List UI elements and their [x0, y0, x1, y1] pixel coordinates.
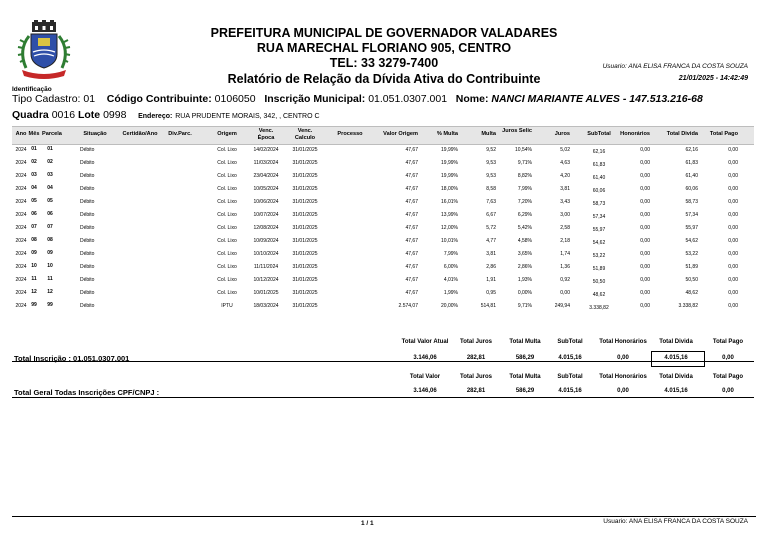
cell-juros-selic: 7,99%: [517, 186, 532, 192]
total-value: 586,29: [515, 388, 535, 394]
cell-total-pago: 0,00: [728, 303, 738, 309]
column-header-multa: Multa: [481, 131, 496, 137]
cell-pct-multa: 18,00%: [441, 186, 458, 192]
total-header: Total Juros: [460, 339, 492, 345]
cell-juros: 3,00: [560, 212, 570, 218]
cell-total-divida: 60,06: [685, 186, 698, 192]
cell-juros-selic: 9,71%: [517, 303, 532, 309]
cell-ano: 2024: [15, 264, 27, 270]
cell-total-divida: 57,34: [685, 212, 698, 218]
cell-origem: Col. Lixo: [217, 251, 237, 257]
total-value: 3.146,06: [413, 355, 437, 361]
column-header-valor-origem: Valor Origem: [383, 131, 418, 137]
cell-ano: 2024: [15, 251, 27, 257]
cell-venc-calculo: 31/01/2025: [292, 251, 318, 257]
table-row: [12, 300, 754, 313]
total-value: 0,00: [722, 388, 734, 394]
cell-subtotal: 60,06: [592, 188, 606, 194]
cell-total-divida: 62,16: [685, 147, 698, 153]
cell-honorarios: 0,00: [640, 238, 650, 244]
cell-venc-epoca: 10/05/2024: [253, 186, 279, 192]
column-header-juros-selic: Juros Selic: [502, 128, 532, 134]
cell-ano: 2024: [15, 225, 27, 231]
column-header-pct-multa: % Multa: [436, 131, 458, 137]
cell-valor-origem: 47,67: [405, 212, 418, 218]
inscricao-label: Inscrição Municipal:: [264, 93, 366, 105]
cell-juros-selic: 3,65%: [517, 251, 532, 257]
column-header-situacao: Situação: [83, 131, 107, 137]
cell-subtotal: 3.338,82: [589, 305, 609, 311]
cell-multa: 9,53: [486, 160, 496, 166]
tipo-cadastro-value: 01: [83, 93, 96, 105]
codigo-contribuinte-label: Código Contribuinte:: [106, 93, 212, 105]
cell-parcela: 03: [47, 172, 53, 178]
cell-total-pago: 0,00: [728, 290, 738, 296]
cell-juros-selic: 1,93%: [517, 277, 532, 283]
location-row: [12, 109, 320, 121]
cell-origem: Col. Lixo: [217, 264, 237, 270]
cell-origem: Col. Lixo: [217, 290, 237, 296]
total-divida-box: [651, 351, 705, 367]
cell-total-pago: 0,00: [728, 199, 738, 205]
cell-parcela: 11: [47, 276, 53, 282]
cell-venc-calculo: 31/01/2025: [292, 160, 318, 166]
cell-valor-origem: 47,67: [405, 160, 418, 166]
page-number: 1 / 1: [361, 520, 374, 527]
total-value: 586,29: [515, 355, 535, 361]
column-header-total-pago: Total Pago: [709, 131, 738, 137]
cell-parcela: 99: [47, 302, 53, 308]
total-value: 4.015,16: [664, 388, 688, 394]
cell-subtotal: 61,83: [592, 162, 606, 168]
cell-situacao: Débito: [80, 199, 95, 205]
footer-divider: [12, 516, 756, 517]
lote-value: 0998: [103, 109, 127, 121]
divider: [12, 397, 754, 398]
cell-subtotal: 54,62: [592, 240, 606, 246]
identification-row: [12, 93, 703, 105]
identification-label: Identificação: [12, 86, 52, 93]
total-value: 282,81: [466, 355, 486, 361]
cell-situacao: Débito: [80, 277, 95, 283]
cell-total-pago: 0,00: [728, 277, 738, 283]
total-header: Total Juros: [460, 374, 492, 380]
cell-total-divida: 54,62: [685, 238, 698, 244]
cell-situacao: Débito: [80, 251, 95, 257]
cell-valor-origem: 47,67: [405, 290, 418, 296]
cell-total-pago: 0,00: [728, 160, 738, 166]
table-row: [12, 287, 754, 300]
cell-situacao: Débito: [80, 290, 95, 296]
cell-multa: 2,86: [486, 264, 496, 270]
cell-parcela: 01: [47, 146, 53, 152]
cell-honorarios: 0,00: [640, 199, 650, 205]
cell-multa: 5,72: [486, 225, 496, 231]
cell-origem: Col. Lixo: [217, 173, 237, 179]
total-header: SubTotal: [557, 339, 583, 345]
table-row: [12, 144, 754, 157]
cell-juros: 249,94: [554, 303, 570, 309]
nome-label: Nome:: [455, 93, 489, 105]
cell-honorarios: 0,00: [640, 160, 650, 166]
cell-total-divida: 61,40: [685, 173, 698, 179]
cell-mes: 05: [31, 198, 37, 204]
cell-juros: 0,92: [560, 277, 570, 283]
cell-mes: 07: [31, 224, 37, 230]
cell-situacao: Débito: [80, 264, 95, 270]
phone-line: TEL: 33 3279-7400: [329, 56, 439, 70]
cell-juros-selic: 10,54%: [515, 147, 532, 153]
footer-user: Usuario: ANA ELISA FRANCA DA COSTA SOUZA: [603, 518, 748, 525]
cell-juros-selic: 7,20%: [517, 199, 532, 205]
cell-situacao: Débito: [80, 186, 95, 192]
cell-origem: Col. Lixo: [217, 225, 237, 231]
cell-juros-selic: 9,71%: [517, 160, 532, 166]
cell-venc-epoca: 23/04/2024: [253, 173, 279, 179]
cell-multa: 4,77: [486, 238, 496, 244]
cell-pct-multa: 4,01%: [443, 277, 458, 283]
nome-value: NANCI MARIANTE ALVES - 147.513.216-68: [491, 93, 703, 105]
cell-multa: 0,95: [486, 290, 496, 296]
cell-origem: Col. Lixo: [217, 147, 237, 153]
cell-valor-origem: 47,67: [405, 199, 418, 205]
cell-ano: 2024: [15, 186, 27, 192]
cell-honorarios: 0,00: [640, 303, 650, 309]
cell-ano: 2024: [15, 160, 27, 166]
cell-valor-origem: 47,67: [405, 251, 418, 257]
cell-mes: 10: [31, 263, 37, 269]
cell-venc-epoca: 11/03/2024: [253, 160, 279, 166]
total-header: Total Divida: [659, 374, 693, 380]
cell-mes: 02: [31, 159, 37, 165]
inscricao-value: 01.051.0307.001: [368, 93, 448, 105]
cell-total-divida: 61,83: [685, 160, 698, 166]
cell-total-pago: 0,00: [728, 147, 738, 153]
cell-pct-multa: 7,99%: [443, 251, 458, 257]
table-row: [12, 235, 754, 248]
lote-label: Lote: [77, 109, 101, 121]
tipo-cadastro-label: Tipo Cadastro:: [12, 93, 81, 105]
cell-honorarios: 0,00: [640, 173, 650, 179]
cell-total-divida: 50,50: [685, 277, 698, 283]
total-header: Total Multa: [509, 339, 541, 345]
column-header-ano: Ano: [15, 131, 27, 137]
cell-parcela: 09: [47, 250, 53, 256]
cell-ano: 2024: [15, 173, 27, 179]
quadra-label: Quadra: [12, 109, 49, 121]
cell-venc-epoca: 10/09/2024: [253, 238, 279, 244]
quadra-value: 0016: [51, 109, 76, 121]
cell-venc-calculo: 31/01/2025: [292, 290, 318, 296]
report-title: Relatório de Relação da Dívida Ativa do Contribuinte: [227, 72, 541, 86]
cell-origem: Col. Lixo: [217, 277, 237, 283]
cell-pct-multa: 20,00%: [441, 303, 458, 309]
cell-juros: 2,58: [560, 225, 570, 231]
cell-total-pago: 0,00: [728, 173, 738, 179]
cell-honorarios: 0,00: [640, 225, 650, 231]
cell-pct-multa: 19,99%: [441, 173, 458, 179]
cell-ano: 2024: [15, 212, 27, 218]
cell-total-pago: 0,00: [728, 264, 738, 270]
cell-venc-calculo: 31/01/2025: [292, 277, 318, 283]
total-value: 282,81: [466, 388, 486, 394]
cell-juros-selic: 8,82%: [517, 173, 532, 179]
cell-juros: 2,18: [560, 238, 570, 244]
table-row: [12, 170, 754, 183]
cell-total-pago: 0,00: [728, 238, 738, 244]
cell-juros: 4,20: [560, 173, 570, 179]
cell-situacao: Débito: [80, 147, 95, 153]
cell-total-divida: 3.338,82: [678, 303, 698, 309]
cell-situacao: Débito: [80, 173, 95, 179]
cell-mes: 12: [31, 289, 37, 295]
cell-venc-epoca: 14/02/2024: [253, 147, 279, 153]
cell-parcela: 02: [47, 159, 53, 165]
cell-total-pago: 0,00: [728, 186, 738, 192]
address-line: RUA MARECHAL FLORIANO 905, CENTRO: [256, 41, 512, 55]
column-header-parcela: Parcela: [42, 131, 62, 137]
cell-honorarios: 0,00: [640, 147, 650, 153]
cell-mes: 06: [31, 211, 37, 217]
total-header: Total Valor Atual: [401, 339, 449, 345]
cell-venc-epoca: 10/06/2024: [253, 199, 279, 205]
cell-mes: 04: [31, 185, 37, 191]
cell-subtotal: 58,73: [592, 201, 606, 207]
cell-valor-origem: 47,67: [405, 186, 418, 192]
cell-valor-origem: 47,67: [405, 264, 418, 270]
cell-honorarios: 0,00: [640, 290, 650, 296]
cell-situacao: Débito: [80, 212, 95, 218]
codigo-contribuinte-value: 0106050: [214, 93, 256, 105]
cell-juros-selic: 5,42%: [517, 225, 532, 231]
endereco-value: RUA PRUDENTE MORAIS, 342, , CENTRO C: [175, 113, 320, 120]
cell-ano: 2024: [15, 147, 27, 153]
cell-pct-multa: 19,99%: [441, 160, 458, 166]
cell-total-divida: 51,89: [685, 264, 698, 270]
cell-pct-multa: 1,99%: [443, 290, 458, 296]
total-header: Total Divida: [659, 339, 693, 345]
cell-total-divida: 55,97: [685, 225, 698, 231]
column-header-total-divida: Total Divida: [666, 131, 698, 137]
cell-venc-calculo: 31/01/2025: [292, 264, 318, 270]
cell-multa: 7,63: [486, 199, 496, 205]
cell-venc-epoca: 11/11/2024: [253, 264, 279, 270]
cell-multa: 9,52: [486, 147, 496, 153]
table-row: [12, 183, 754, 196]
cell-valor-origem: 47,67: [405, 277, 418, 283]
table-row: [12, 209, 754, 222]
cell-mes: 09: [31, 250, 37, 256]
header-user: Usuario: ANA ELISA FRANCA DA COSTA SOUZA: [602, 63, 748, 70]
cell-mes: 01: [31, 146, 37, 152]
debt-table-header: [12, 126, 754, 145]
table-row: [12, 248, 754, 261]
cell-origem: Col. Lixo: [217, 212, 237, 218]
table-row: [12, 196, 754, 209]
cell-subtotal: 62,16: [592, 149, 606, 155]
cell-venc-epoca: 10/12/2024: [253, 277, 279, 283]
cell-pct-multa: 19,99%: [441, 147, 458, 153]
table-row: [12, 157, 754, 170]
cell-subtotal: 55,97: [592, 227, 606, 233]
cell-subtotal: 61,40: [592, 175, 606, 181]
cell-mes: 08: [31, 237, 37, 243]
total-geral-label: Total Geral Todas Inscrições CPF/CNPJ :: [14, 388, 160, 397]
cell-total-pago: 0,00: [728, 251, 738, 257]
total-value: 0,00: [722, 355, 734, 361]
total-header: SubTotal: [557, 374, 583, 380]
cell-ano: 2024: [15, 290, 27, 296]
table-row: [12, 274, 754, 287]
cell-valor-origem: 47,67: [405, 147, 418, 153]
column-header-certidao: Certidão/Ano: [122, 131, 158, 137]
cell-juros: 3,43: [560, 199, 570, 205]
report-datetime: 21/01/2025 - 14:42:49: [678, 75, 748, 82]
cell-origem: Col. Lixo: [217, 186, 237, 192]
column-header-subtotal: SubTotal: [587, 131, 611, 137]
cell-venc-epoca: 10/01/2025: [253, 290, 279, 296]
cell-mes: 03: [31, 172, 37, 178]
cell-venc-calculo: 31/01/2025: [292, 147, 318, 153]
cell-venc-epoca: 10/07/2024: [253, 212, 279, 218]
total-value: 4.015,16: [664, 355, 688, 361]
cell-venc-calculo: 31/01/2025: [292, 186, 318, 192]
cell-venc-calculo: 31/01/2025: [292, 225, 318, 231]
cell-subtotal: 53,22: [592, 253, 606, 259]
cell-multa: 3,81: [486, 251, 496, 257]
table-row: [12, 222, 754, 235]
column-header-mes: Mês: [28, 131, 40, 137]
cell-valor-origem: 47,67: [405, 173, 418, 179]
cell-parcela: 12: [47, 289, 53, 295]
cell-juros: 3,81: [560, 186, 570, 192]
cell-pct-multa: 13,99%: [441, 212, 458, 218]
cell-total-divida: 48,62: [685, 290, 698, 296]
cell-multa: 8,58: [486, 186, 496, 192]
cell-valor-origem: 2.574,07: [398, 303, 418, 309]
cell-pct-multa: 6,00%: [443, 264, 458, 270]
total-value: 4.015,16: [558, 355, 582, 361]
cell-parcela: 07: [47, 224, 53, 230]
cell-honorarios: 0,00: [640, 277, 650, 283]
total-value: 4.015,16: [558, 388, 582, 394]
cell-pct-multa: 16,01%: [441, 199, 458, 205]
cell-juros-selic: 0,00%: [517, 290, 532, 296]
cell-mes: 99: [31, 302, 37, 308]
cell-subtotal: 50,50: [592, 279, 606, 285]
cell-origem: Col. Lixo: [217, 199, 237, 205]
total-value: 0,00: [617, 388, 629, 394]
cell-ano: 2024: [15, 199, 27, 205]
cell-situacao: Débito: [80, 238, 95, 244]
total-header: Total Multa: [509, 374, 541, 380]
cell-juros-selic: 2,86%: [517, 264, 532, 270]
cell-honorarios: 0,00: [640, 212, 650, 218]
cell-juros: 0,00: [560, 290, 570, 296]
cell-multa: 514,81: [480, 303, 496, 309]
total-inscricao-label: Total Inscrição : 01.051.0307.001: [14, 354, 130, 363]
cell-subtotal: 57,34: [592, 214, 606, 220]
total-value: 3.146,06: [413, 388, 437, 394]
cell-venc-epoca: 12/08/2024: [253, 225, 279, 231]
column-header-origem: Origem: [217, 131, 237, 137]
total-value: 0,00: [617, 355, 629, 361]
column-header-div-parc: Div.Parc.: [168, 131, 192, 137]
cell-multa: 9,53: [486, 173, 496, 179]
cell-total-divida: 58,73: [685, 199, 698, 205]
column-header-venc-calculo: Venc. Calculo: [294, 128, 316, 141]
total-header: Total Valor: [409, 374, 441, 380]
city-hall-title: PREFEITURA MUNICIPAL DE GOVERNADOR VALADARES: [210, 26, 558, 40]
cell-ano: 2024: [15, 277, 27, 283]
cell-parcela: 10: [47, 263, 53, 269]
cell-parcela: 05: [47, 198, 53, 204]
table-row: [12, 261, 754, 274]
cell-situacao: Débito: [80, 225, 95, 231]
cell-multa: 6,67: [486, 212, 496, 218]
cell-origem: Col. Lixo: [217, 160, 237, 166]
cell-parcela: 08: [47, 237, 53, 243]
cell-honorarios: 0,00: [640, 251, 650, 257]
cell-juros: 5,02: [560, 147, 570, 153]
cell-juros-selic: 6,29%: [517, 212, 532, 218]
cell-venc-epoca: 10/10/2024: [253, 251, 279, 257]
cell-venc-epoca: 18/03/2024: [253, 303, 279, 309]
total-header: Total Pago: [712, 374, 744, 380]
cell-origem: IPTU: [221, 303, 233, 309]
cell-juros: 1,74: [560, 251, 570, 257]
cell-subtotal: 51,89: [592, 266, 606, 272]
cell-honorarios: 0,00: [640, 186, 650, 192]
cell-valor-origem: 47,67: [405, 225, 418, 231]
cell-ano: 2024: [15, 238, 27, 244]
cell-venc-calculo: 31/01/2025: [292, 212, 318, 218]
cell-venc-calculo: 31/01/2025: [292, 173, 318, 179]
column-header-honorarios: Honorários: [620, 131, 650, 137]
cell-venc-calculo: 31/01/2025: [292, 199, 318, 205]
cell-subtotal: 48,62: [592, 292, 606, 298]
cell-origem: Col. Lixo: [217, 238, 237, 244]
cell-valor-origem: 47,67: [405, 238, 418, 244]
cell-situacao: Débito: [80, 303, 95, 309]
cell-situacao: Débito: [80, 160, 95, 166]
cell-pct-multa: 12,00%: [441, 225, 458, 231]
cell-venc-calculo: 31/01/2025: [292, 303, 318, 309]
endereco-label: Endereço:: [138, 113, 173, 120]
column-header-venc-epoca: Venc. Época: [257, 128, 275, 141]
total-header: Total Honorários: [599, 374, 647, 380]
cell-pct-multa: 10,01%: [441, 238, 458, 244]
cell-total-divida: 53,22: [685, 251, 698, 257]
cell-honorarios: 0,00: [640, 264, 650, 270]
cell-ano: 2024: [15, 303, 27, 309]
cell-juros: 1,36: [560, 264, 570, 270]
cell-mes: 11: [31, 276, 37, 282]
cell-total-pago: 0,00: [728, 225, 738, 231]
cell-juros-selic: 4,58%: [517, 238, 532, 244]
cell-multa: 1,91: [486, 277, 496, 283]
column-header-juros: Juros: [554, 131, 570, 137]
cell-juros: 4,63: [560, 160, 570, 166]
column-header-processo: Processo: [337, 131, 363, 137]
cell-parcela: 06: [47, 211, 53, 217]
cell-parcela: 04: [47, 185, 53, 191]
cell-venc-calculo: 31/01/2025: [292, 238, 318, 244]
cell-total-pago: 0,00: [728, 212, 738, 218]
total-header: Total Pago: [712, 339, 744, 345]
total-header: Total Honorários: [599, 339, 647, 345]
